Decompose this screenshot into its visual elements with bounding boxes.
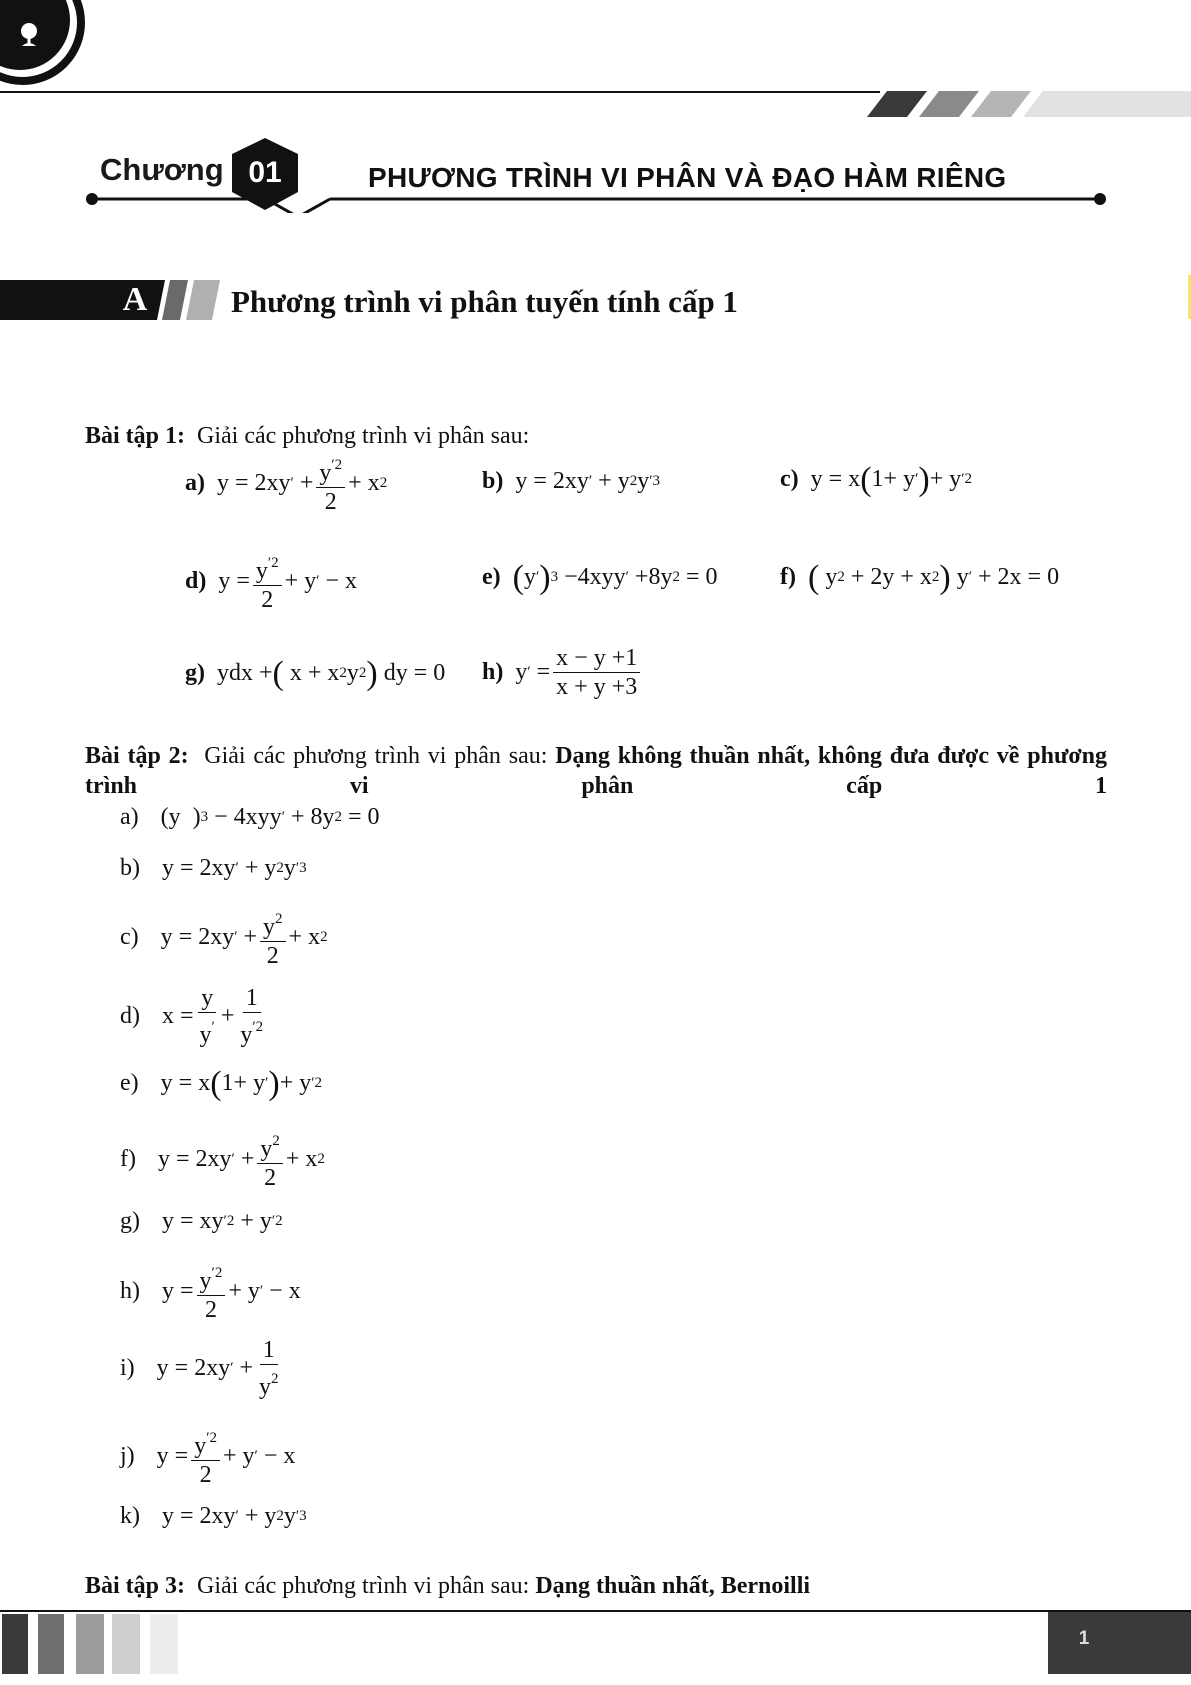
exercise-3-label: Bài tập 3:: [85, 1573, 186, 1599]
ex1-item-a: a) y = 2xy ′ + $\frac{y^{'2}}{2}$ + x 2: [185, 452, 387, 515]
page-number: 1: [1078, 1628, 1090, 1649]
tree-icon: [16, 22, 42, 48]
footer-blocks: [0, 1614, 190, 1674]
exercise-3-emphasis: Dạng thuần nhất, Bernoilli: [535, 1573, 811, 1599]
section-letter: A: [122, 281, 148, 318]
section-band: [0, 280, 220, 320]
ex1-item-e: e) ( y ′ ) 3 −4xyy ′ +8y 2 = 0: [482, 558, 718, 596]
exercise-1-text: Giải các phương trình vi phân sau:: [197, 423, 530, 449]
ex2-item-i: i) y = 2xy ′ + $\frac{1}{y^2}$: [120, 1337, 279, 1400]
ex1-item-h: h) y ′ = $\frac{x - y +1}{x + y +3}$: [482, 645, 643, 700]
ex2-item-d: d) x = $\frac{y}{y'}$ + $\frac{1}{y^{'2}}$: [120, 985, 264, 1048]
chapter-title: PHƯƠNG TRÌNH VI PHÂN VÀ ĐẠO HÀM RIÊNG: [368, 162, 1007, 193]
ex2-item-c: c) y = 2xy ′ + $\frac{y^2}{2}$ + x 2: [120, 906, 328, 969]
ex1-item-g: g) ydx + ( x + x 2 y 2 ) dy = 0: [185, 654, 446, 692]
ex2-item-g: g) y = xy ′2 + y ′2: [120, 1208, 283, 1234]
chapter-number: 01: [248, 156, 282, 189]
ex2-item-k: k) y = 2xy ′ + y 2 y ′3: [120, 1503, 307, 1529]
exercise-1-label: Bài tập 1:: [85, 423, 186, 449]
ex1-item-f: f) ( y 2 + 2y + x 2 ) y ′ + 2x = 0: [780, 558, 1060, 596]
ex1-item-b: b) y = 2xy ′ + y 2 y ′3: [482, 468, 660, 494]
exercise-3-text: Giải các phương trình vi phân sau:: [197, 1573, 530, 1599]
exercise-2-heading: [85, 741, 1107, 801]
ex2-item-j: j) y = $\frac{y^{'2}}{2}$ + y ′ − x: [120, 1425, 295, 1488]
exercise-2-label: Bài tập 2:: [85, 743, 189, 769]
section-title: Phương trình vi phân tuyến tính cấp 1: [231, 284, 738, 319]
ex1-item-d: d) y = $\frac{y^{'2}}{2}$ + y ′ − x: [185, 550, 357, 613]
ex2-item-a: a) (y ) 3 − 4xyy ′ + 8y 2 = 0: [120, 804, 380, 830]
chapter-label: Chương: [100, 152, 224, 187]
ex2-item-e: e) y = x ( 1+ y ′ ) + y ′2: [120, 1064, 323, 1102]
footer-rule: [0, 1610, 1191, 1612]
header-stripes: [855, 91, 1191, 117]
ex2-item-h: h) y = $\frac{y^{'2}}{2}$ + y ′ − x: [120, 1260, 301, 1323]
exercise-3-heading: [85, 1571, 1107, 1601]
ex2-item-f: f) y = 2xy ′ + $\frac{y^2}{2}$ + x 2: [120, 1128, 325, 1191]
header-rule: [0, 91, 880, 93]
ex1-item-c: c) y = x ( 1+ y ′ ) + y ′2: [780, 460, 973, 498]
exercise-2-emphasis: Dạng không thuần nhất, không đưa được về phương trình vi phân cấp 1: [85, 743, 1107, 799]
exercise-2-text: Giải các phương trình vi phân sau:: [204, 743, 548, 769]
exercise-1-heading: [85, 421, 1107, 451]
chapter-underline: [86, 183, 1106, 213]
ex2-item-b: b) y = 2xy ′ + y 2 y ′3: [120, 855, 307, 881]
